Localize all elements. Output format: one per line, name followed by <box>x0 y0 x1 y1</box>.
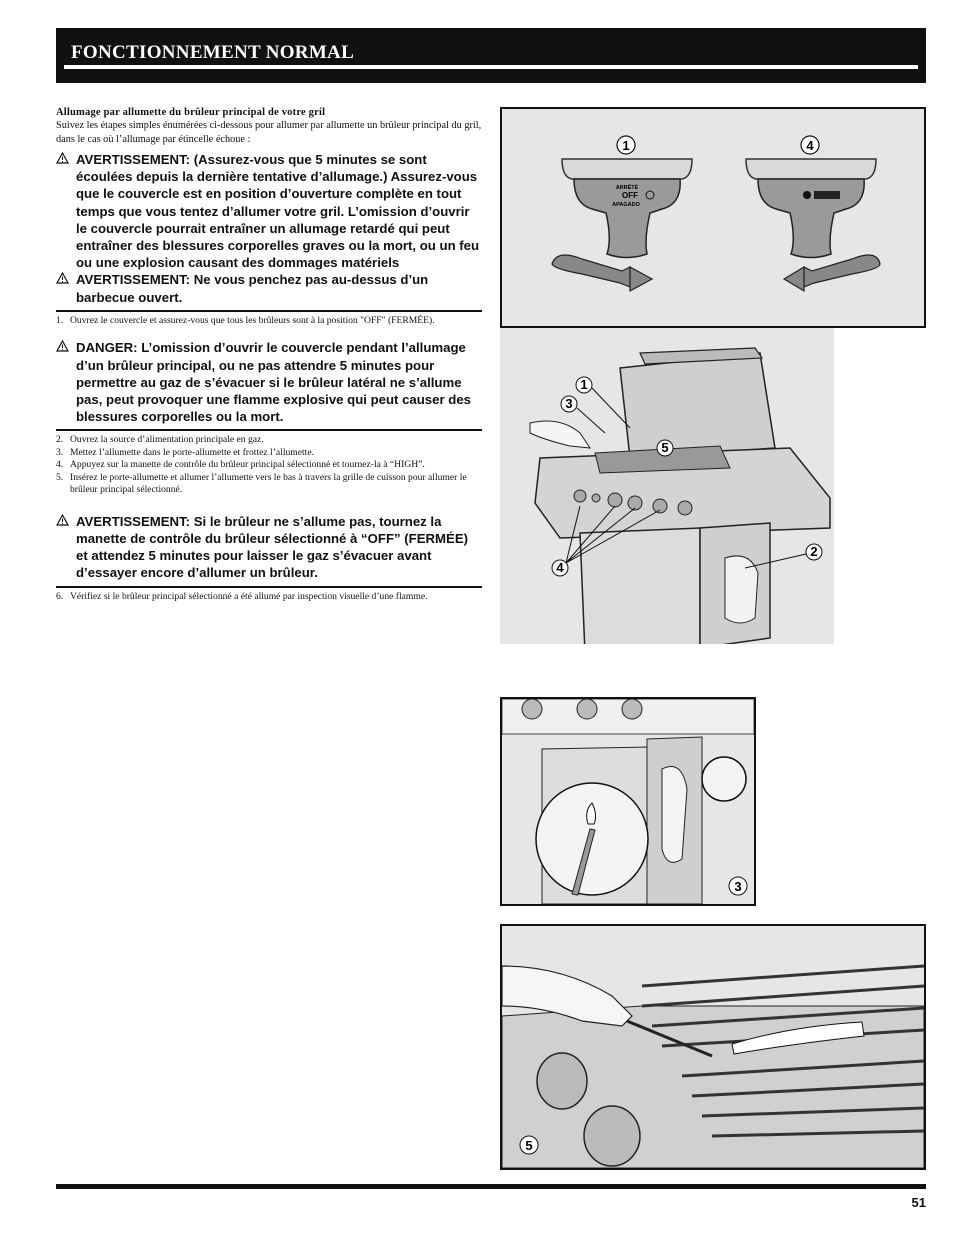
divider <box>56 429 482 431</box>
list-item: 1. Ouvrez le couvercle et assurez-vous que tous les brûleurs sont à la position "OFF" (FERMÉE). <box>56 314 435 326</box>
steps-list-b <box>56 434 482 497</box>
knob-label-top: ARRÊTÉ <box>615 185 639 191</box>
section-intro: Suivez les étapes simples énumérées ci-dessous pour allumer par allumette un brûleur principal du gril, dans le cas où l’allumage par étincelle échoue : <box>56 120 482 145</box>
warning-text-1 <box>56 151 482 271</box>
footer-bar <box>56 1184 926 1189</box>
grill-illustration <box>500 328 834 644</box>
list-item: 3. Mettez l’allumette dans le porte-allumette et frottez l’allumette. <box>56 446 315 458</box>
callout-3: 3 <box>734 879 742 894</box>
callout-1: 1 <box>622 138 630 153</box>
callout-4: 4 <box>556 560 564 575</box>
danger-block <box>56 331 482 429</box>
match-holder-illustration <box>502 699 754 904</box>
callout-2: 2 <box>810 544 818 559</box>
page-title: FONCTIONNEMENT NORMAL <box>71 42 355 63</box>
warning-triangle-icon <box>56 152 69 164</box>
figure-knobs <box>500 107 926 328</box>
warning-triangle-icon <box>56 514 69 526</box>
callout-3: 3 <box>565 396 573 411</box>
instructions-column <box>56 107 482 603</box>
burner-lighting-illustration <box>502 926 924 1168</box>
figure-match-holder <box>500 697 756 906</box>
warning-triangle-icon <box>56 272 69 284</box>
page-number: 51 <box>911 1195 926 1210</box>
callout-5: 5 <box>661 440 669 455</box>
warning-text-3 <box>56 513 482 582</box>
section-title: Allumage par allumette du brûleur principal de votre gril <box>56 107 326 118</box>
callout-1: 1 <box>580 377 588 392</box>
warning-label-1: AVERTISSEMENT: (Assurez-vous que 5 minutes se sont écoulées depuis la dernière tentative d’allumage.) Assurez-vous que le couvercle est en position d’ouverture complète en tout temps que vous tentez d’allumer votre gril. L’omission d’ouvrir le couvercle pourrait entraîner un allumage retardé qui peut entraîner des blessures corporelles graves ou la mort, ou un feu ou une explosion causant des dommages matériels <box>76 152 480 271</box>
warning-text-2 <box>56 271 482 305</box>
danger-text <box>56 339 482 425</box>
list-item: 4. Appuyez sur la manette de contrôle du brûleur principal sélectionné et tournez-la à “HIGH”. <box>56 459 425 471</box>
warning-label-3: AVERTISSEMENT: Si le brûleur ne s’allume pas, tournez la manette de contrôle du brûleur sélectionné à “OFF” (FERMÉE) et attendez 5 minutes pour laisser le gaz s’évacuer avant d’essayer encore d’allumer un brûleur. <box>76 513 469 581</box>
danger-label: DANGER: L’omission d’ouvrir le couvercle pendant l’allumage d’un brûleur principal, ou ne pas attendre 5 minutes pour permettre au gaz de s’évacuer si le brûleur latéral ne s’allume pas, peut provoquer une flamme explosive qui peut causer des blessures corporelles ou la mort. <box>76 340 472 425</box>
warning-block-3 <box>56 497 482 586</box>
warning-triangle-icon <box>56 340 69 352</box>
warning-block-1 <box>56 147 482 310</box>
knobs-illustration <box>502 109 924 326</box>
divider <box>56 310 482 312</box>
knob-label-bottom: APAGADO <box>612 202 640 208</box>
list-item: 5. Insérez le porte-allumette et allumer l’allumette vers le bas à travers la grille de cuisson pour allumer le brûleur principal sélectionné. <box>56 471 467 496</box>
steps-list-a <box>56 315 482 328</box>
list-item: 6. Vérifiez si le brûleur principal sélectionné a été allumé par inspection visuelle d’une flamme. <box>56 590 428 602</box>
knob-label-off: OFF <box>622 191 638 200</box>
callout-5: 5 <box>525 1138 533 1153</box>
list-item: 2. Ouvrez la source d’alimentation principale en gaz. <box>56 434 264 446</box>
header-underline <box>64 65 918 69</box>
figure-grill <box>500 328 834 644</box>
warning-label-2: AVERTISSEMENT: Ne vous penchez pas au-dessus d’un barbecue ouvert. <box>76 272 429 305</box>
callout-4: 4 <box>806 138 814 153</box>
figure-burner-lighting <box>500 924 926 1170</box>
steps-list-c <box>56 591 482 604</box>
header-bar <box>56 28 926 83</box>
divider <box>56 586 482 588</box>
